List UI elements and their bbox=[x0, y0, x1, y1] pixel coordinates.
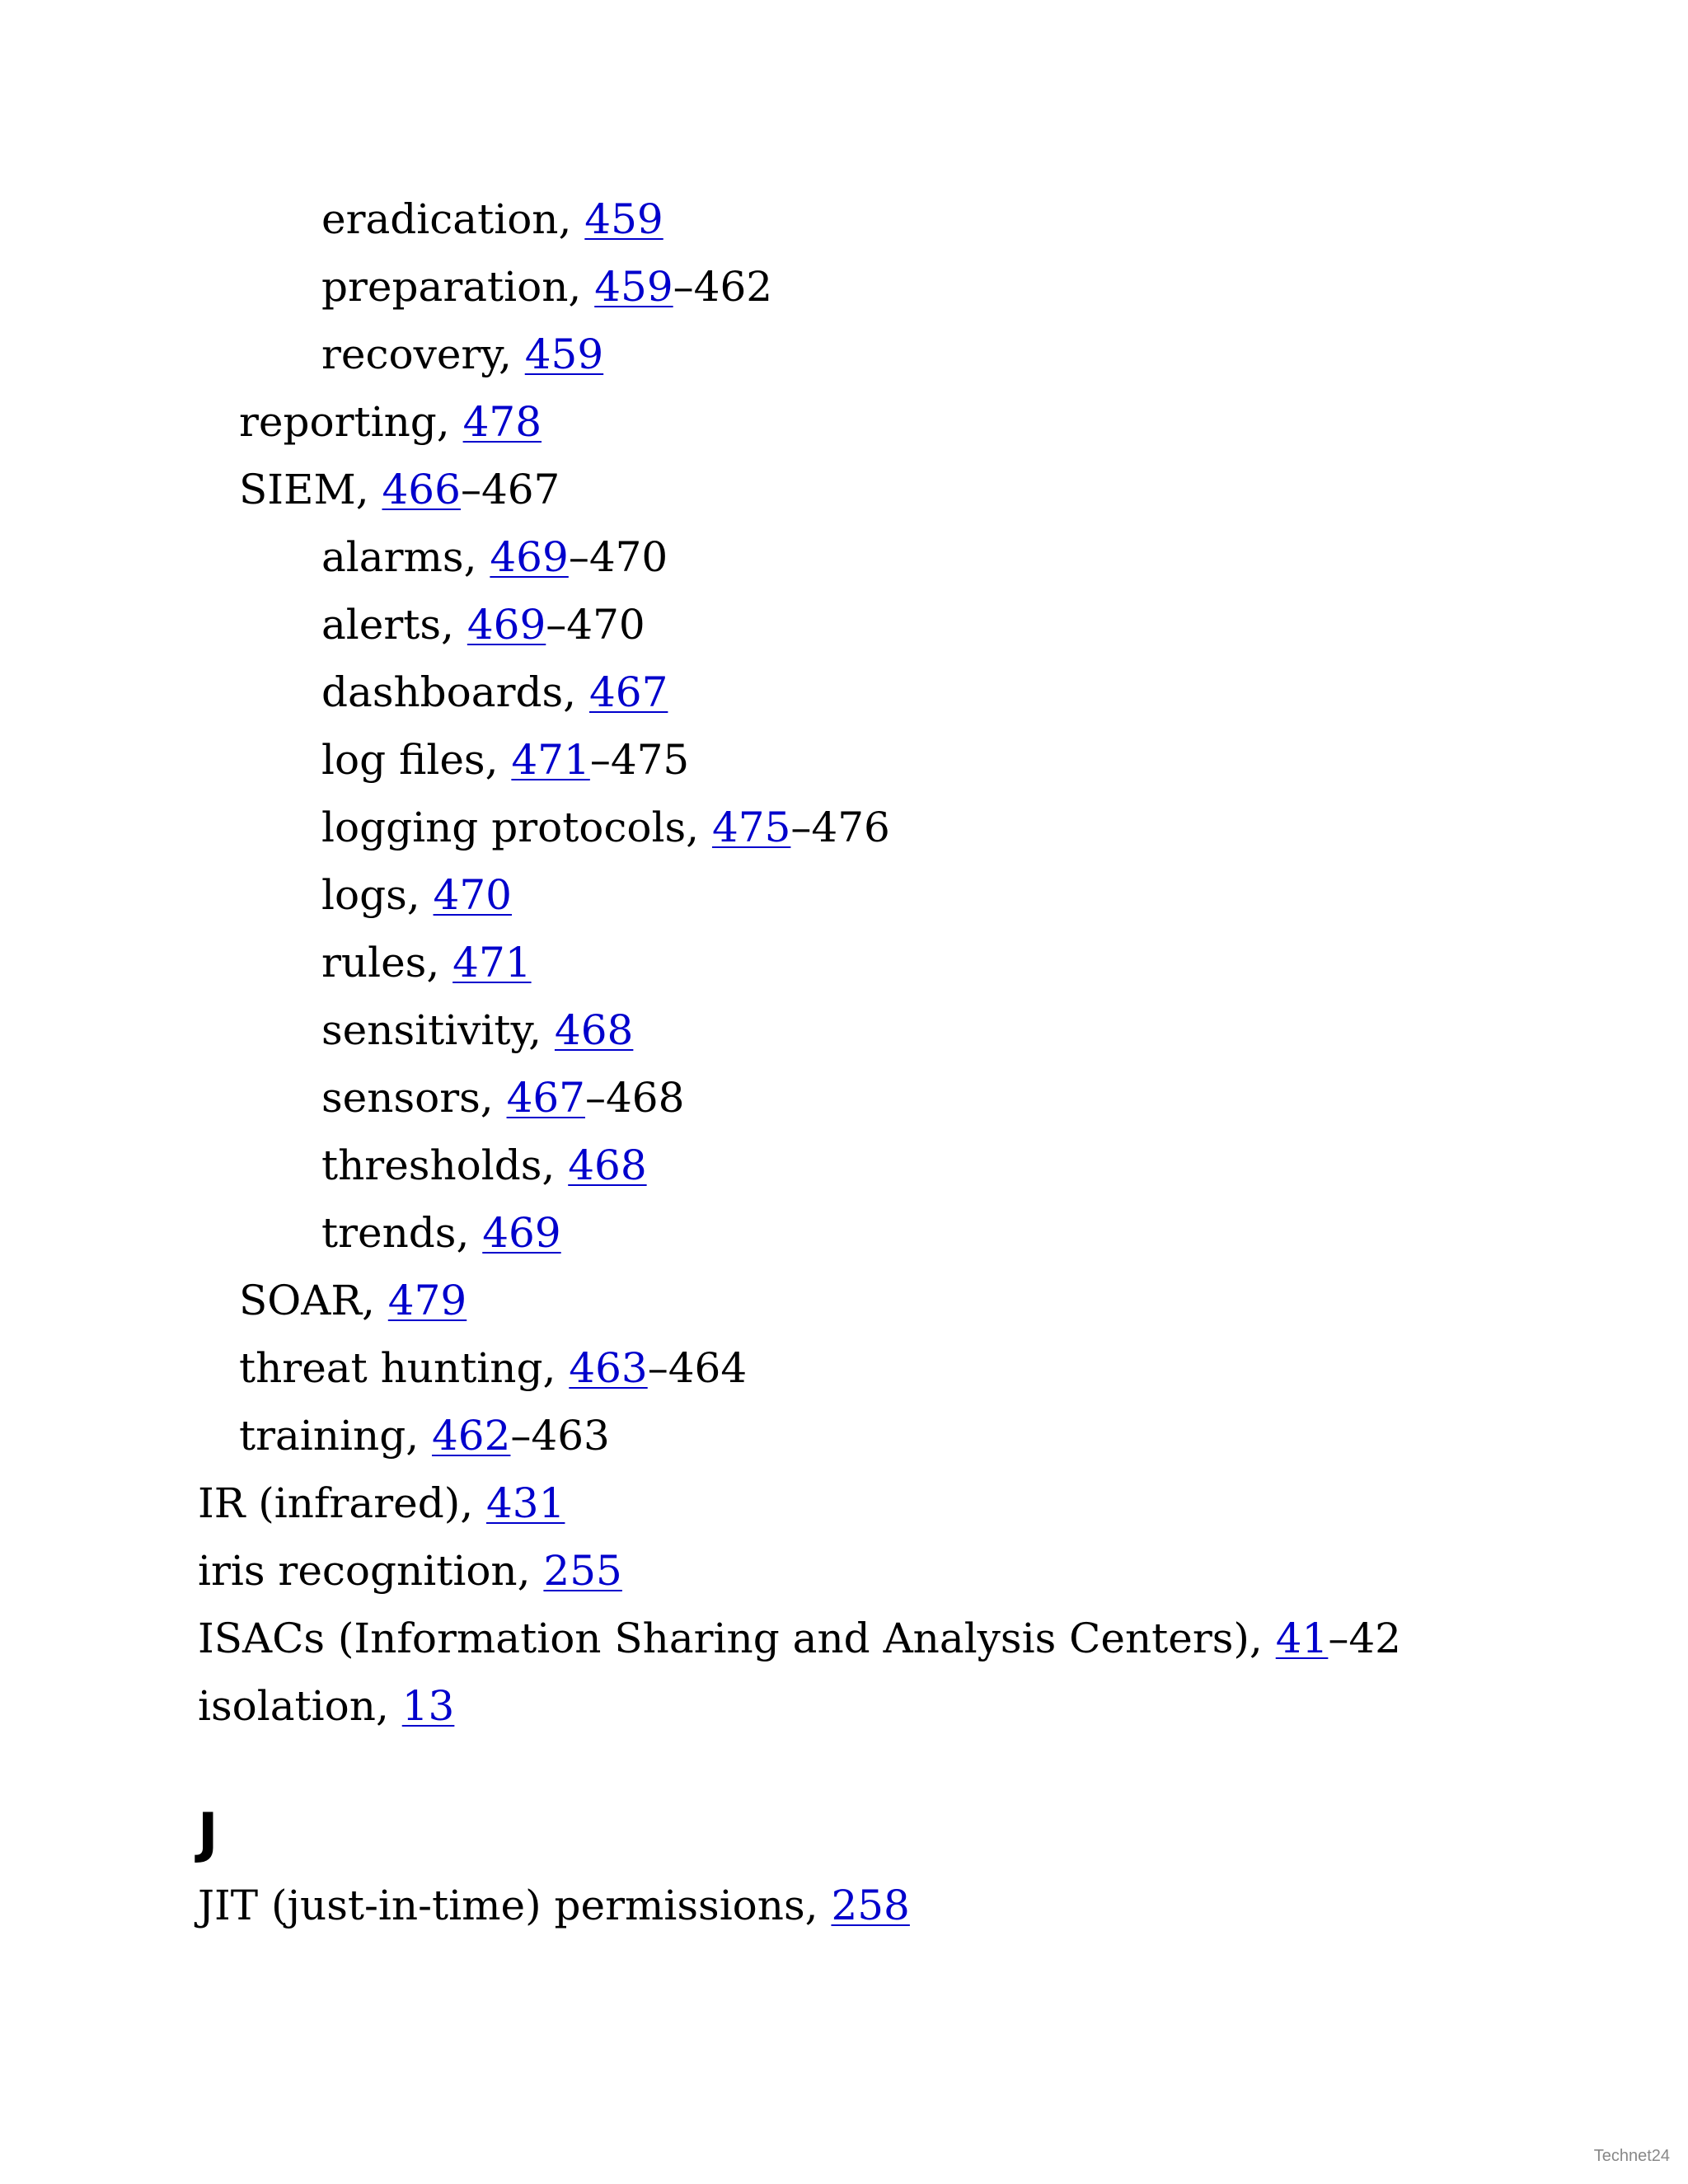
page-link[interactable]: 466 bbox=[382, 466, 461, 513]
page-link[interactable]: 471 bbox=[511, 736, 590, 784]
index-entry-recovery bbox=[321, 330, 603, 379]
page-link[interactable]: 468 bbox=[568, 1141, 647, 1189]
page-range: –470 bbox=[546, 601, 645, 649]
entry-term: preparation, bbox=[321, 263, 595, 311]
index-entry-thresholds bbox=[321, 1141, 647, 1190]
index-entry-rules bbox=[321, 938, 532, 987]
page-link[interactable]: 463 bbox=[569, 1344, 648, 1392]
page-range: –468 bbox=[585, 1074, 685, 1122]
entry-term: isolation, bbox=[198, 1682, 402, 1730]
entry-term: rules, bbox=[321, 939, 453, 987]
page-range: –42 bbox=[1328, 1615, 1401, 1662]
page-link[interactable]: 468 bbox=[554, 1006, 634, 1054]
entry-term: sensitivity, bbox=[321, 1006, 555, 1054]
page-link[interactable]: 469 bbox=[467, 601, 546, 649]
index-entry-iris-recognition bbox=[198, 1546, 622, 1596]
page-range: –470 bbox=[568, 533, 668, 581]
page-link[interactable]: 462 bbox=[431, 1412, 511, 1460]
page-link[interactable]: 258 bbox=[831, 1882, 910, 1929]
page-range: –467 bbox=[460, 466, 560, 513]
page-link[interactable]: 467 bbox=[506, 1074, 585, 1122]
entry-term: SOAR, bbox=[239, 1277, 388, 1324]
page-range: –464 bbox=[647, 1344, 748, 1392]
page-link[interactable]: 13 bbox=[401, 1682, 455, 1730]
index-entry-isacs bbox=[198, 1614, 1401, 1663]
index-entry-ir-infrared bbox=[198, 1479, 565, 1528]
index-entry-preparation bbox=[321, 262, 772, 312]
index-entry-sensitivity bbox=[321, 1005, 633, 1055]
entry-term: training, bbox=[239, 1412, 432, 1460]
page-range: –463 bbox=[510, 1412, 610, 1460]
entry-term: dashboards, bbox=[321, 668, 589, 716]
entry-term: reporting, bbox=[239, 398, 463, 446]
entry-term: logs, bbox=[321, 871, 434, 919]
page-range: –462 bbox=[673, 263, 773, 311]
page-link[interactable]: 459 bbox=[584, 195, 663, 243]
index-entry-sensors bbox=[321, 1073, 684, 1122]
page-range: –476 bbox=[790, 804, 890, 851]
index-entry-trends bbox=[321, 1208, 561, 1258]
entry-term: recovery, bbox=[321, 330, 525, 378]
page-link[interactable]: 469 bbox=[482, 1209, 561, 1257]
entry-term: thresholds, bbox=[321, 1141, 569, 1189]
page-link[interactable]: 469 bbox=[490, 533, 569, 581]
entry-term: SIEM, bbox=[239, 466, 382, 513]
watermark: Technet24 bbox=[1593, 2147, 1670, 2165]
index-entry-training bbox=[239, 1411, 610, 1460]
entry-term: iris recognition, bbox=[198, 1547, 544, 1595]
page-link[interactable]: 255 bbox=[543, 1547, 622, 1595]
index-entry-isolation bbox=[198, 1681, 454, 1731]
entry-term: alerts, bbox=[321, 601, 467, 649]
index-entry-soar bbox=[239, 1276, 467, 1325]
entry-term: sensors, bbox=[321, 1074, 507, 1122]
entry-term: ISACs (Information Sharing and Analysis Centers), bbox=[198, 1615, 1276, 1662]
index-entry-alerts bbox=[321, 600, 645, 649]
entry-term: logging protocols, bbox=[321, 804, 712, 851]
entry-term: log files, bbox=[321, 736, 512, 784]
entry-term: trends, bbox=[321, 1209, 483, 1257]
page-link[interactable]: 479 bbox=[387, 1277, 467, 1324]
page-link[interactable]: 459 bbox=[524, 330, 604, 378]
entry-term: threat hunting, bbox=[239, 1344, 570, 1392]
entry-term: IR (infrared), bbox=[198, 1479, 486, 1527]
index-entry-logging-protocols bbox=[321, 803, 890, 852]
index-entry-alarms bbox=[321, 532, 668, 582]
index-entry-logs bbox=[321, 870, 512, 920]
entry-term: alarms, bbox=[321, 533, 490, 581]
section-heading-j: J bbox=[198, 1802, 218, 1865]
entry-term: eradication, bbox=[321, 195, 585, 243]
page-link[interactable]: 478 bbox=[462, 398, 542, 446]
index-entry-jit-permissions bbox=[198, 1881, 910, 1930]
index-entry-log-files bbox=[321, 735, 689, 785]
page-link[interactable]: 471 bbox=[452, 939, 532, 987]
index-entry-reporting bbox=[239, 397, 542, 447]
index-entry-eradication bbox=[321, 194, 663, 244]
index-entry-threat-hunting bbox=[239, 1343, 747, 1393]
entry-term: JIT (just-in-time) permissions, bbox=[198, 1882, 832, 1929]
page-link[interactable]: 459 bbox=[594, 263, 673, 311]
page-link[interactable]: 41 bbox=[1275, 1615, 1329, 1662]
page-range: –475 bbox=[589, 736, 690, 784]
index-entry-siem bbox=[239, 465, 560, 514]
index-entry-dashboards bbox=[321, 668, 668, 717]
page-link[interactable]: 467 bbox=[588, 668, 668, 716]
page-link[interactable]: 470 bbox=[433, 871, 512, 919]
page-link[interactable]: 431 bbox=[486, 1479, 565, 1527]
page-link[interactable]: 475 bbox=[711, 804, 791, 851]
